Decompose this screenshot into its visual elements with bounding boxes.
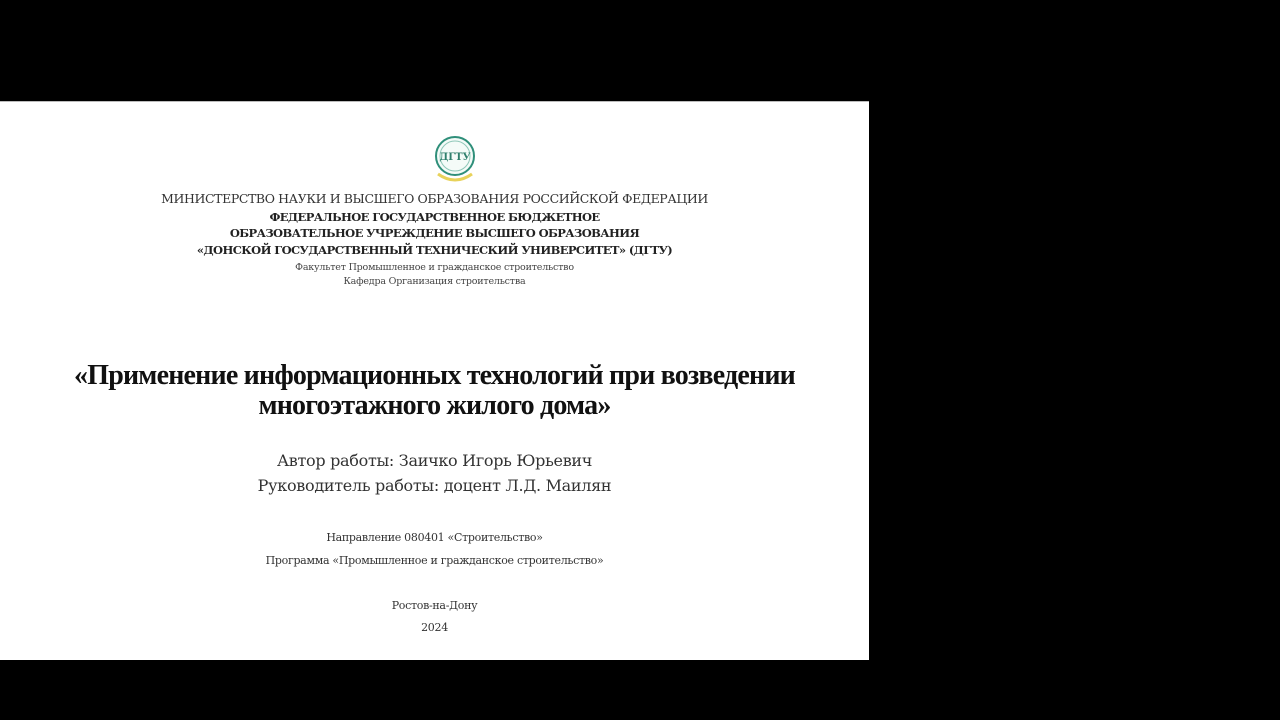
program-label: Программа «Промышленное и гражданское строительство»: [265, 554, 604, 567]
university-emblem-icon: [432, 134, 478, 184]
institution-line-3: «ДОНСКОЙ ГОСУДАРСТВЕННЫЙ ТЕХНИЧЕСКИЙ УНИВЕРСИТЕТ» (ДГТУ): [196, 243, 673, 257]
author-label: Автор работы: Заичко Игорь Юрьевич: [276, 451, 593, 470]
thesis-title-line-1: «Применение информационных технологий при возведении: [74, 360, 795, 391]
institution-line-1: ФЕДЕРАЛЬНОЕ ГОСУДАРСТВЕННОЕ БЮДЖЕТНОЕ: [269, 210, 600, 224]
thesis-title-line-2: многоэтажного жилого дома»: [258, 390, 611, 421]
ministry-heading: МИНИСТЕРСТВО НАУКИ И ВЫСШЕГО ОБРАЗОВАНИЯ РОССИЙСКОЙ ФЕДЕРАЦИИ: [161, 191, 708, 206]
presentation-slide: [0, 101, 869, 660]
city-label: Ростов-на-Дону: [391, 599, 478, 612]
svg-text:ДГТУ: ДГТУ: [439, 152, 471, 163]
direction-label: Направление 080401 «Строительство»: [326, 531, 543, 544]
department-label: Кафедра Организация строительства: [343, 276, 526, 287]
year-label: 2024: [421, 621, 448, 634]
supervisor-label: Руководитель работы: доцент Л.Д. Маилян: [257, 476, 612, 495]
institution-line-2: ОБРАЗОВАТЕЛЬНОЕ УЧРЕЖДЕНИЕ ВЫСШЕГО ОБРАЗОВАНИЯ: [229, 226, 640, 240]
faculty-label: Факультет Промышленное и гражданское строительство: [295, 262, 574, 273]
